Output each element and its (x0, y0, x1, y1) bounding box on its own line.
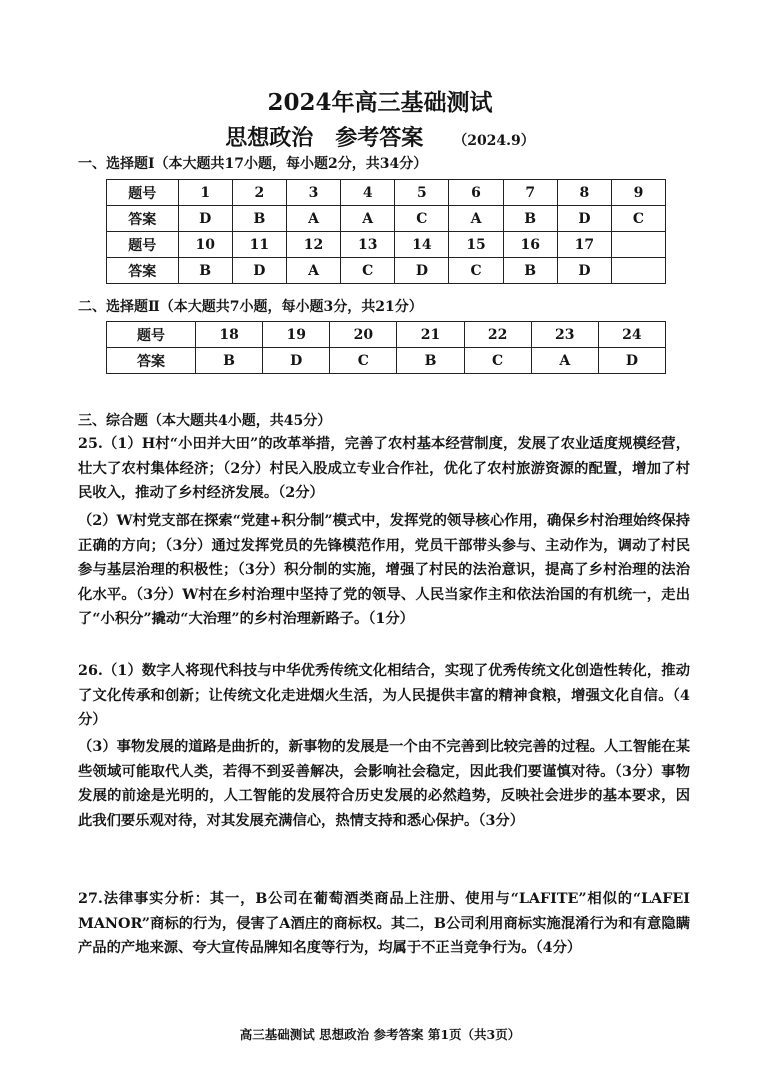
answer-cell: D (557, 258, 611, 284)
answer-cell: 14 (395, 232, 449, 258)
answer-cell: B (503, 206, 557, 232)
answer-cell: 23 (531, 322, 598, 348)
date-text: （2024.9） (453, 133, 535, 149)
answer-cell: 18 (196, 322, 263, 348)
section2-heading: 二、选择题Ⅱ（本大题共7小题，每小题3分，共21分） (78, 299, 423, 315)
answer-cell: 5 (395, 180, 449, 206)
answer-table-1 (106, 179, 666, 284)
answer-cell: C (341, 258, 395, 284)
page-footer: 高三基础测试 思想政治 参考答案 第1页（共3页） (239, 1027, 521, 1042)
answer-cell: 16 (503, 232, 557, 258)
answer-cell: B (196, 348, 263, 374)
answer-cell: 4 (341, 180, 395, 206)
answer-cell: A (531, 348, 598, 374)
row-header-cell: 答案 (107, 348, 196, 374)
page-title: 2024年高三基础测试 (267, 89, 493, 116)
section3-heading: 三、综合题（本大题共4小题，共45分） (78, 413, 332, 429)
page-subtitle (0, 121, 760, 152)
table-row (107, 180, 666, 206)
answer-cell: 1 (178, 180, 232, 206)
row-header-cell: 答案 (107, 258, 179, 284)
table-row (107, 232, 666, 258)
q27-answer: 27.法律事实分析：其一，B公司在葡萄酒类商品上注册、使用与“LAFITE”相似的“LAFEI MANOR”商标的行为，侵害了A酒庄的商标权。其二，B公司利用商标实施混淆行为和有意隐瞒产品的产地来源、夸大宣传品牌知名度等行为，均属于不正当竞争行为。（4分） (78, 891, 690, 957)
table-row (107, 322, 666, 348)
row-header-cell: 题号 (107, 232, 179, 258)
answer-cell: 20 (330, 322, 397, 348)
row-header-cell: 答案 (107, 206, 179, 232)
answer-cell: D (263, 348, 330, 374)
answer-cell: A (286, 206, 340, 232)
answer-cell: C (464, 348, 531, 374)
answer-cell: D (598, 348, 665, 374)
answer-cell: 21 (397, 322, 464, 348)
answer-cell: 19 (263, 322, 330, 348)
answer-cell: 6 (449, 180, 503, 206)
row-header-cell: 题号 (107, 180, 179, 206)
answer-table-2 (106, 321, 666, 374)
answer-cell: 24 (598, 322, 665, 348)
answer-cell: C (330, 348, 397, 374)
subtitle-text: 思想政治 参考答案 (225, 125, 424, 151)
table-row (107, 258, 666, 284)
answer-cell (611, 232, 665, 258)
answer-cell: B (178, 258, 232, 284)
answer-cell: D (395, 258, 449, 284)
answer-cell: 15 (449, 232, 503, 258)
answer-cell: B (232, 206, 286, 232)
answer-cell: 11 (232, 232, 286, 258)
answer-cell: C (395, 206, 449, 232)
answer-cell: 22 (464, 322, 531, 348)
q26-part1: 26.（1）数字人将现代科技与中华优秀传统文化相结合，实现了优秀传统文化创造性转化，推动了文化传承和创新；让传统文化走进烟火生活，为人民提供丰富的精神食粮，增强文化自信。（4分） (78, 663, 690, 729)
answer-cell: 2 (232, 180, 286, 206)
answer-cell: 8 (557, 180, 611, 206)
answer-cell: 7 (503, 180, 557, 206)
answer-cell: D (232, 258, 286, 284)
answer-cell: 12 (286, 232, 340, 258)
q26-part3: （3）事物发展的道路是曲折的，新事物的发展是一个由不完善到比较完善的过程。人工智能在某些领域可能取代人类，若得不到妥善解决，会影响社会稳定，因此我们要谨慎对待。（3分）事物发展的前途是光明的，人工智能的发展符合历史发展的必然趋势，反映社会进步的基本要求，因此我们要乐观对待，对其发展充满信心，热情支持和悉心保护。（3分） (78, 739, 690, 829)
answer-cell: D (178, 206, 232, 232)
q25-part2: （2）W村党支部在探索“党建+积分制”模式中，发挥党的领导核心作用，确保乡村治理始终保持正确的方向；（3分）通过发挥党员的先锋模范作用，党员干部带头参与、主动作为，调动了村民参与基层治理的积极性；（3分）积分制的实施，增强了村民的法治意识，提高了乡村治理的法治化水平。（3分）W村在乡村治理中坚持了党的领导、人民当家作主和依法治国的有机统一，走出了“小积分”撬动“大治理”的乡村治理新路子。（1分） (78, 513, 691, 628)
answer-cell: D (557, 206, 611, 232)
answer-cell: 10 (178, 232, 232, 258)
answer-cell: B (503, 258, 557, 284)
answer-cell: C (449, 258, 503, 284)
answer-cell: 13 (341, 232, 395, 258)
section1-heading: 一、选择题Ⅰ（本大题共17小题，每小题2分，共34分） (78, 156, 428, 172)
row-header-cell: 题号 (107, 322, 196, 348)
answer-cell: 9 (611, 180, 665, 206)
q25-part1: 25.（1）H村“小田并大田”的改革举措，完善了农村基本经营制度，发展了农业适度规模经营，壮大了农村集体经济；（2分）村民入股成立专业合作社，优化了农村旅游资源的配置，增加了村民收入，推动了乡村经济发展。（2分） (78, 436, 690, 502)
answer-cell: 17 (557, 232, 611, 258)
answer-cell: B (397, 348, 464, 374)
answer-cell: A (286, 258, 340, 284)
answer-cell: A (449, 206, 503, 232)
table-row (107, 348, 666, 374)
table-row (107, 206, 666, 232)
answer-cell (611, 258, 665, 284)
answer-cell: A (341, 206, 395, 232)
answer-cell: 3 (286, 180, 340, 206)
answer-cell: C (611, 206, 665, 232)
